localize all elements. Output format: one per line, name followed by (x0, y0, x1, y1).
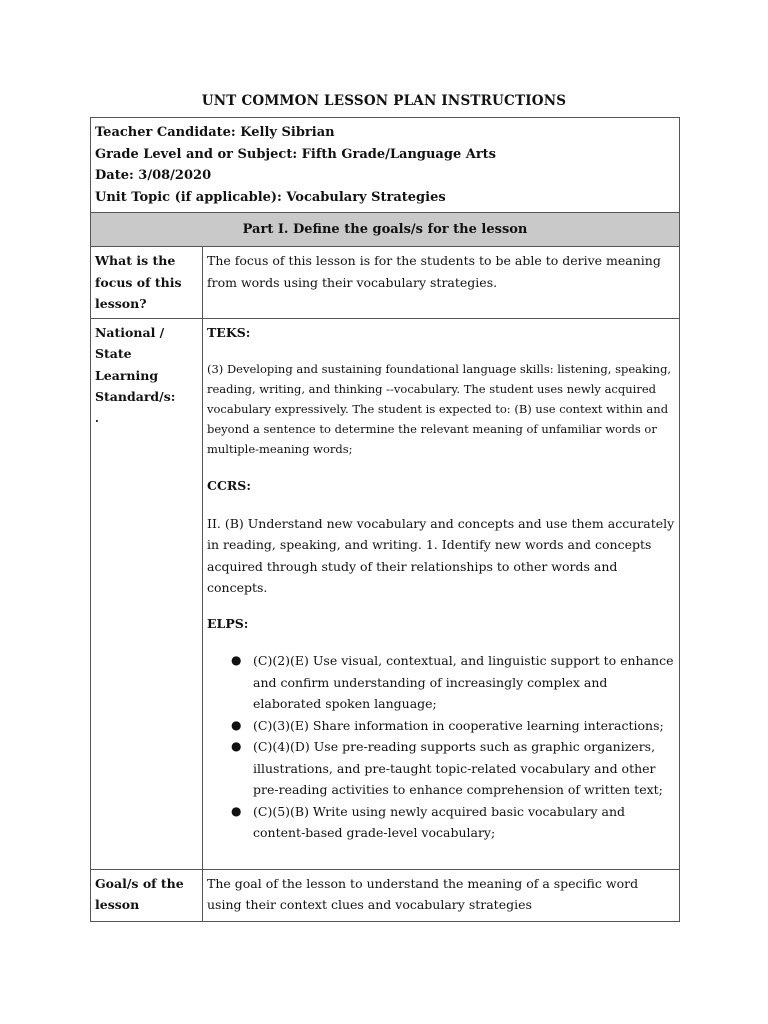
section-row (91, 213, 680, 247)
goals-row (91, 869, 680, 921)
section-title: Part I. Define the goals/s for the lesson (91, 213, 680, 247)
elps-heading: ELPS: (207, 615, 249, 631)
header-row (91, 118, 680, 213)
bullet-icon: ● (231, 653, 242, 667)
standards-content (203, 318, 680, 869)
focus-text: The focus of this lesson is for the students to be able to derive meaning from words using their vocabulary strategies. (203, 247, 680, 319)
ccrs-text: II. (B) Understand new vocabulary and concepts and use them accurately in reading, speaking, and writing. 1. Identify new words and concepts acquired through study of their relationships to other words and concepts. (207, 515, 675, 595)
lesson-plan-table (90, 117, 680, 922)
standards-dot: . (95, 411, 99, 425)
lesson-date: Date: 3/08/2020 (95, 168, 212, 183)
list-item (231, 801, 675, 844)
teks-heading: TEKS: (207, 324, 251, 340)
list-item (231, 715, 675, 737)
grade-level: Grade Level and or Subject: Fifth Grade/Language Arts (95, 146, 497, 162)
header-cell (91, 118, 680, 213)
list-item (231, 650, 675, 715)
bullet-icon: ● (231, 717, 242, 732)
teacher-candidate: Teacher Candidate: Kelly Sibrian (95, 125, 335, 140)
elps-list (207, 650, 675, 844)
elps-item-text: (C)(5)(B) Write using newly acquired basic vocabulary and content-based grade-level vocabulary; (253, 803, 626, 840)
list-item (231, 736, 675, 801)
bullet-icon: ● (231, 803, 242, 818)
elps-item-text: (C)(2)(E) Use visual, contextual, and linguistic support to enhance and confirm understanding of increasingly complex and elaborated spoken language; (253, 653, 674, 711)
standards-label-cell (91, 318, 203, 869)
goals-text: The goal of the lesson to understand the meaning of a specific word using their context clues and vocabulary strategies (203, 869, 680, 921)
teks-text: (3) Developing and sustaining foundational language skills: listening, speaking, reading, writing, and thinking --vocabulary. The student uses newly acquired vocabulary expressively. The student is expected to: (B) use context within and beyond a sentence to determine the relevant meaning of unfamiliar words or multiple-meaning words; (207, 362, 672, 456)
elps-item-text: (C)(4)(D) Use pre-reading supports such as graphic organizers, illustrations, and pre-taught topic-related vocabulary and other pre-reading activities to enhance comprehension of written text; (253, 739, 663, 797)
elps-item-text: (C)(3)(E) Share information in cooperative learning interactions; (253, 717, 664, 733)
standards-row (91, 318, 680, 869)
document-title: UNT COMMON LESSON PLAN INSTRUCTIONS (201, 93, 567, 109)
focus-row (91, 247, 680, 319)
bullet-icon: ● (231, 739, 242, 753)
goals-label: Goal/s of the lesson (91, 869, 203, 921)
ccrs-heading: CCRS: (207, 478, 251, 493)
focus-label: What is the focus of this lesson? (91, 247, 203, 319)
unit-topic: Unit Topic (if applicable): Vocabulary Strategies (95, 189, 446, 205)
standards-label: National / State Learning Standard/s: (95, 324, 176, 404)
